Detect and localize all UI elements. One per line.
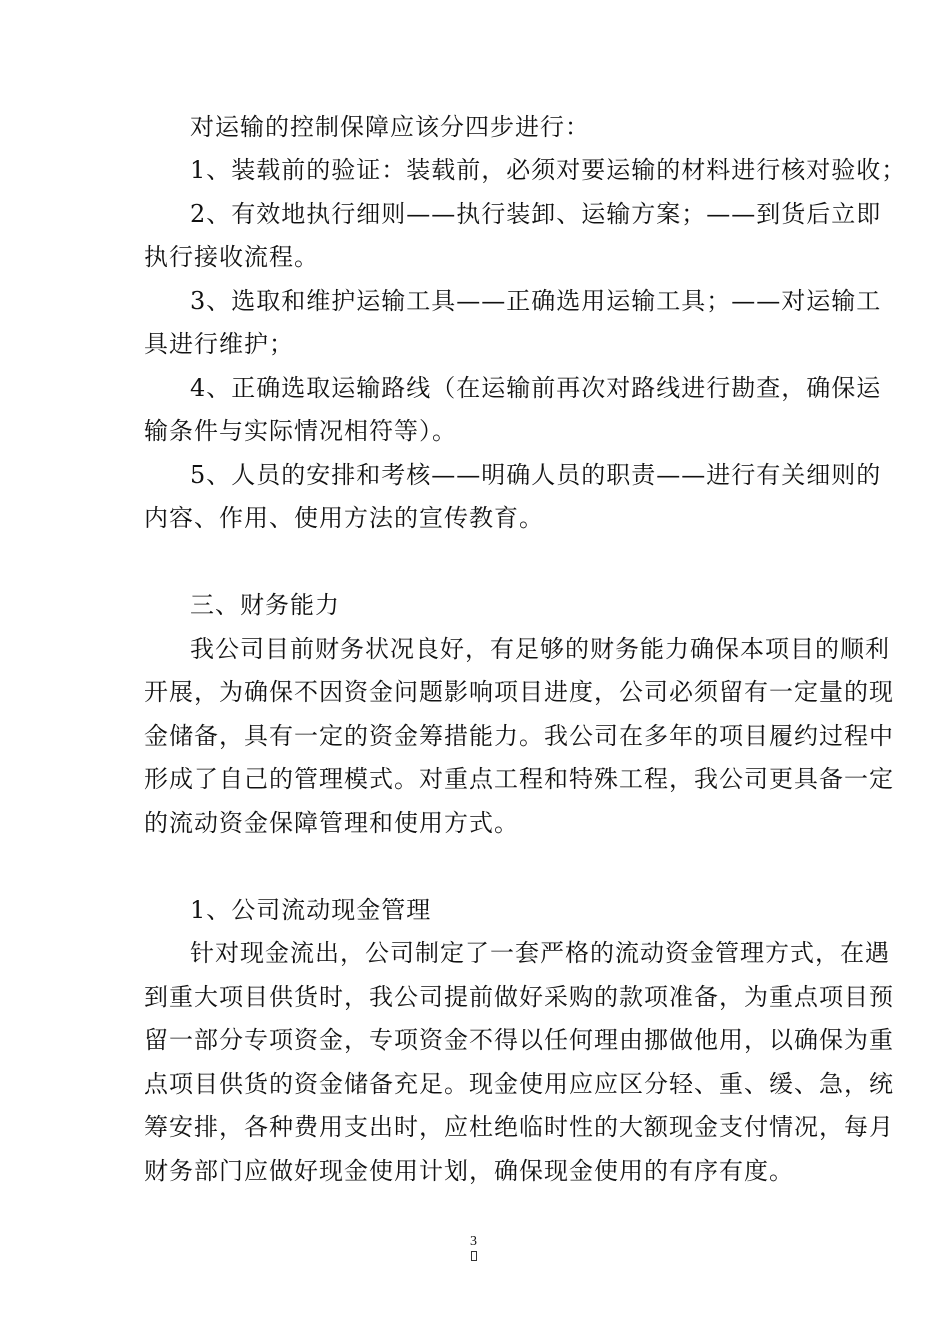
placeholder-glyph-icon: [471, 1251, 477, 1261]
paragraph-line: 点项目供货的资金储备充足。现金使用应应区分轻、重、缓、急，统: [144, 1070, 894, 1098]
subsection-heading: 1、公司流动现金管理: [190, 896, 432, 924]
section-heading: 三、财务能力: [190, 591, 340, 619]
paragraph-line: 金储备，具有一定的资金筹措能力。我公司在多年的项目履约过程中: [144, 722, 894, 750]
paragraph-line: 具进行维护；: [144, 330, 294, 358]
paragraph-line: 筹安排，各种费用支出时，应杜绝临时性的大额现金支付情况，每月: [144, 1113, 894, 1141]
paragraph-line: 4、正确选取运输路线（在运输前再次对路线进行勘查，确保运: [190, 374, 882, 402]
paragraph-line: 针对现金流出，公司制定了一套严格的流动资金管理方式，在遇: [190, 939, 890, 967]
page-number: 3: [470, 1234, 477, 1249]
paragraph-line: 5、人员的安排和考核——明确人员的职责——进行有关细则的: [190, 461, 882, 489]
paragraph-line: 的流动资金保障管理和使用方式。: [144, 809, 519, 837]
paragraph-line: 2、有效地执行细则——执行装卸、运输方案；——到货后立即: [190, 200, 882, 228]
paragraph-line: 形成了自己的管理模式。对重点工程和特殊工程，我公司更具备一定: [144, 765, 894, 793]
paragraph-line: 1、装载前的验证：装载前，必须对要运输的材料进行核对验收；: [190, 156, 907, 184]
paragraph-line: 3、选取和维护运输工具——正确选用运输工具；——对运输工: [190, 287, 882, 315]
paragraph-line: 开展，为确保不因资金问题影响项目进度，公司必须留有一定量的现: [144, 678, 894, 706]
paragraph-line: 执行接收流程。: [144, 243, 319, 271]
paragraph-line: 留一部分专项资金，专项资金不得以任何理由挪做他用，以确保为重: [144, 1026, 894, 1054]
paragraph-line: 到重大项目供货时，我公司提前做好采购的款项准备，为重点项目预: [144, 983, 894, 1011]
paragraph-line: 输条件与实际情况相符等）。: [144, 417, 457, 445]
paragraph-line: 财务部门应做好现金使用计划，确保现金使用的有序有度。: [144, 1157, 794, 1185]
paragraph-line: 对运输的控制保障应该分四步进行：: [190, 113, 590, 141]
paragraph-line: 我公司目前财务状况良好，有足够的财务能力确保本项目的顺利: [190, 635, 890, 663]
paragraph-line: 内容、作用、使用方法的宣传教育。: [144, 504, 544, 532]
